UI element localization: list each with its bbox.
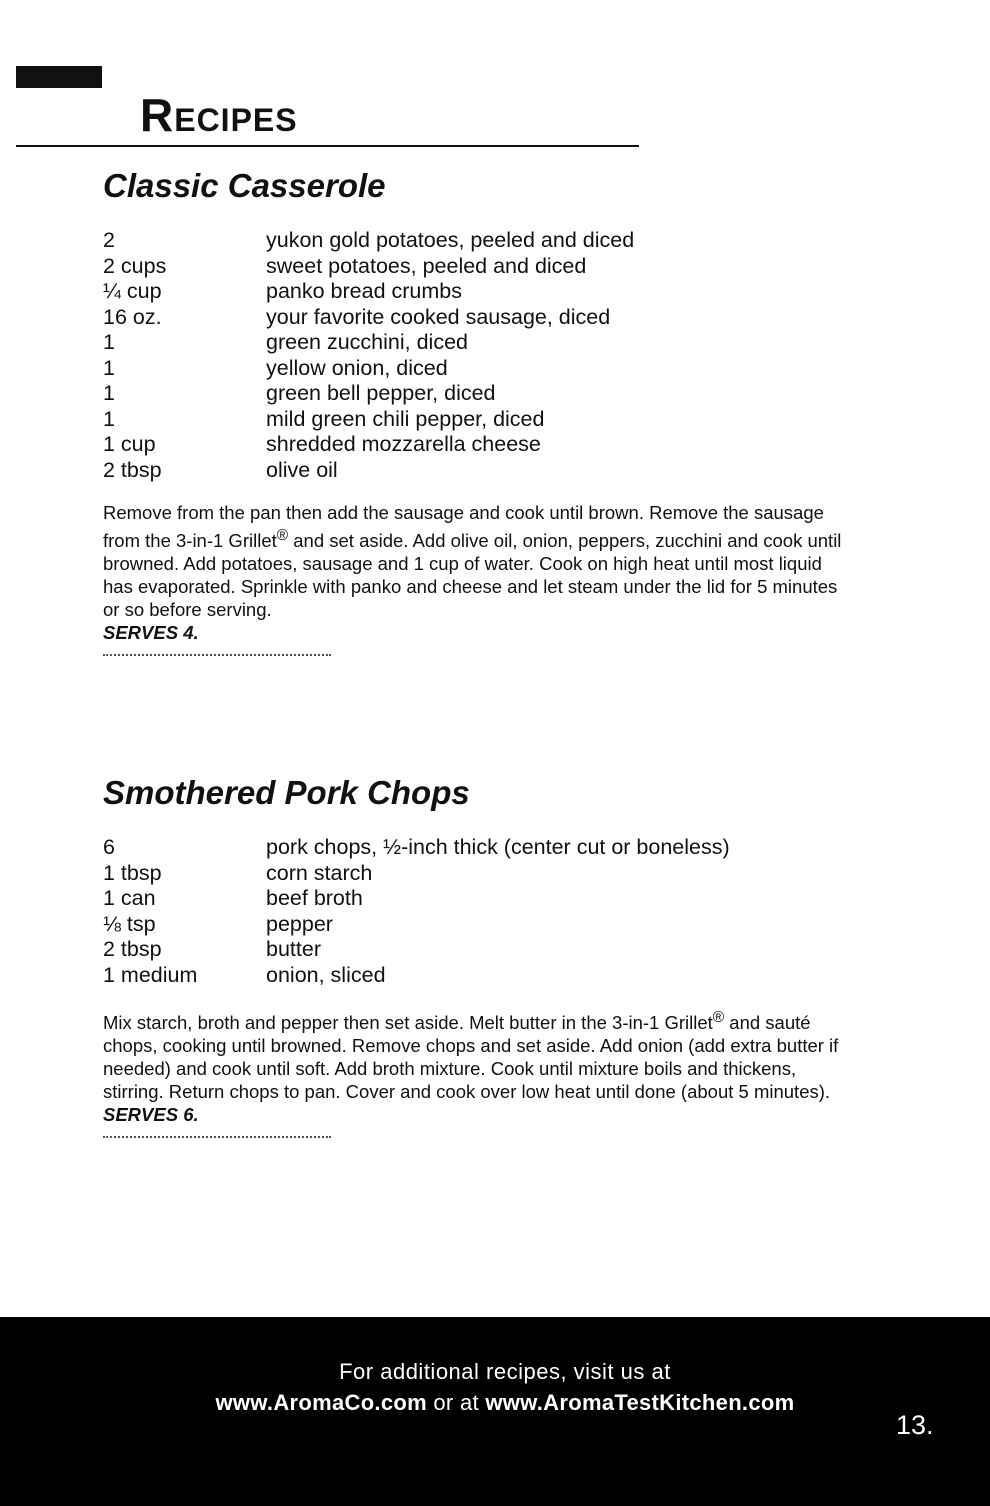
ingredient-row (103, 279, 863, 305)
ingredient-row (103, 254, 863, 280)
page-title: Recipes (140, 89, 298, 141)
ingredient-row (103, 407, 863, 433)
ingredient-name: pepper (266, 911, 333, 936)
ingredient-name: panko bread crumbs (266, 279, 462, 303)
ingredient-name: shredded mozzarella cheese (266, 432, 541, 456)
ingredient-quantity: 6 (103, 835, 115, 859)
ingredient-quantity: 2 tbsp (103, 937, 162, 961)
ingredient-row (103, 432, 863, 458)
instructions-text: Remove from the pan then add the sausage and cook until brown. Remove the sausage from the 3-in-1 Grillet (103, 502, 824, 552)
ingredient-quantity: 1 (103, 406, 115, 431)
ingredient-row (103, 330, 863, 356)
ingredient-row (103, 912, 863, 938)
ingredient-name: butter (266, 937, 321, 961)
footer-text: For additional recipes, visit us at (339, 1359, 671, 1384)
servings-note: SERVES 4. (103, 622, 199, 644)
ingredient-row (103, 356, 863, 382)
ingredient-name: pork chops, ½-inch thick (center cut or boneless) (266, 835, 730, 859)
recipe-title: Smothered Pork Chops (103, 774, 470, 811)
ingredient-quantity: 1 tbsp (103, 860, 162, 885)
ingredient-name: beef broth (266, 886, 363, 910)
ingredient-row (103, 381, 863, 407)
aroma-test-kitchen-link[interactable]: www.AromaTestKitchen.com (485, 1390, 795, 1415)
ingredient-quantity: 1 cup (103, 432, 156, 456)
recipe-classic-casserole (103, 164, 863, 656)
footer-banner (0, 1317, 990, 1506)
ingredient-row (103, 963, 863, 989)
ingredient-quantity: 1 medium (103, 962, 198, 987)
ingredient-row (103, 886, 863, 912)
registered-mark: ® (276, 527, 289, 544)
ingredient-row (103, 305, 863, 331)
ingredient-list (103, 228, 863, 483)
ingredient-name: sweet potatoes, peeled and diced (266, 253, 587, 278)
ingredient-quantity: ¼ cup (103, 279, 162, 303)
ingredient-quantity: 1 (103, 355, 115, 380)
ingredient-quantity: ⅛ tsp (103, 911, 156, 936)
instructions-text: and sauté chops, cooking until browned. Remove chops and set aside. Add onion (add extra butter if needed) and cook until soft. Add broth mixture. Cook until mixture boils and thickens, stirring. Return chops to pan. Cover and cook over low heat until done (about 5 minutes). (103, 1012, 839, 1103)
dotted-divider (103, 1136, 331, 1138)
recipe-instructions (103, 501, 848, 621)
ingredient-row (103, 861, 863, 887)
header-divider (16, 145, 639, 147)
ingredient-row (103, 835, 863, 861)
ingredient-row (103, 228, 863, 254)
footer-links (0, 1390, 990, 1416)
ingredient-quantity: 1 can (103, 886, 156, 910)
ingredient-name: yukon gold potatoes, peeled and diced (266, 228, 635, 252)
instructions-text: and set aside. Add olive oil, onion, peppers, zucchini and cook until browned. Add potatoes, sausage and 1 cup of water. Cook on high heat until most liquid has evaporated. Sprinkle with panko and cheese and let steam under the lid for 5 minutes or so before serving. (103, 530, 842, 621)
ingredient-quantity: 1 (103, 330, 115, 354)
ingredient-name: green zucchini, diced (266, 330, 468, 354)
ingredient-quantity: 2 cups (103, 253, 167, 278)
ingredient-name: green bell pepper, diced (266, 381, 496, 405)
ingredient-list (103, 835, 863, 988)
ingredient-name: mild green chili pepper, diced (266, 406, 545, 431)
ingredient-quantity: 2 (103, 228, 115, 252)
footer-connector-text: or at (426, 1390, 486, 1415)
section-tab-marker (16, 66, 102, 88)
ingredient-row (103, 937, 863, 963)
servings-note: SERVES 6. (103, 1104, 199, 1126)
ingredient-name: yellow onion, diced (266, 355, 448, 380)
ingredient-name: onion, sliced (266, 962, 386, 987)
ingredient-row (103, 458, 863, 484)
ingredient-name: your favorite cooked sausage, diced (266, 304, 611, 329)
aromaco-link[interactable]: www.AromaCo.com (215, 1390, 427, 1415)
registered-mark: ® (712, 1009, 725, 1026)
ingredient-quantity: 2 tbsp (103, 457, 162, 482)
dotted-divider (103, 654, 331, 656)
ingredient-name: olive oil (266, 457, 338, 482)
ingredient-quantity: 16 oz. (103, 304, 162, 329)
page-number: 13. (896, 1410, 934, 1440)
ingredient-quantity: 1 (103, 381, 115, 405)
ingredient-name: corn starch (266, 860, 373, 885)
instructions-text: Mix starch, broth and pepper then set aside. Melt butter in the 3-in-1 Grillet (103, 1012, 713, 1034)
recipe-instructions (103, 1006, 848, 1103)
recipe-smothered-pork-chops (103, 771, 863, 1138)
recipe-title: Classic Casserole (103, 167, 386, 204)
